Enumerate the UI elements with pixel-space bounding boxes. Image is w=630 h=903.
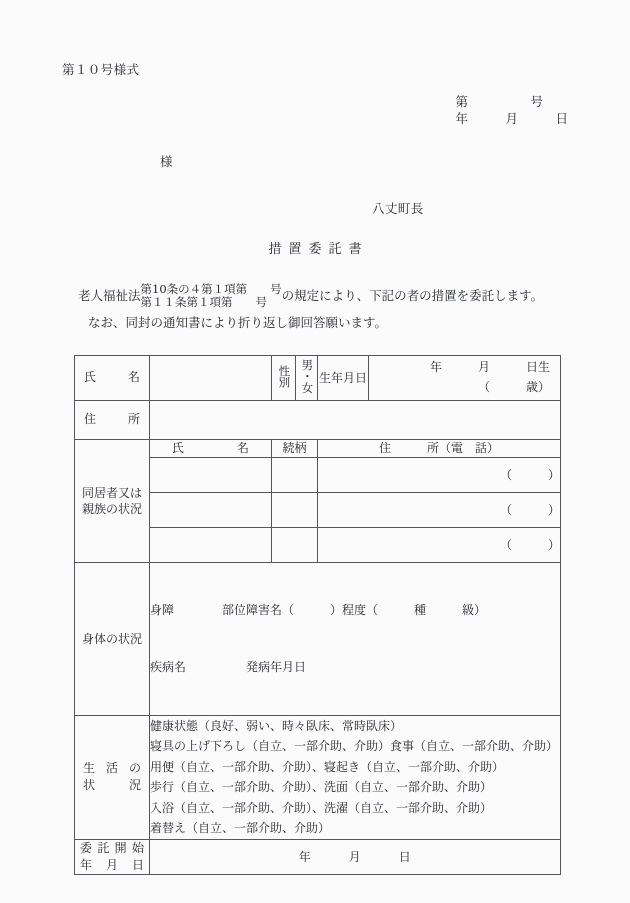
addressee-line: 様 [160, 154, 173, 169]
life-label-cell [75, 715, 150, 839]
birthdate-value-line1: 年 月 日生 [429, 359, 550, 374]
birthdate-value-line2: （ 歳） [477, 379, 550, 394]
relatives-label-cell [75, 439, 150, 562]
address-label-cell [75, 400, 150, 439]
form-number: 第１０号様式 [62, 62, 140, 77]
life-line-1: 健康状態（良好、弱い、時々臥床、常時臥床） [150, 718, 403, 733]
table-row-start-date [75, 839, 561, 874]
birthdate-label: 生年月日 [318, 370, 367, 385]
physical-label: 身体の状況 [81, 631, 142, 646]
relatives-relation-header: 続柄 [282, 440, 307, 455]
relative-address-cell[interactable]: （ ） [318, 492, 561, 527]
document-date-line: 年 月 日 [455, 111, 568, 126]
relative-relation-cell[interactable] [272, 527, 318, 562]
birthdate-value-cell[interactable] [369, 356, 561, 401]
statement-tail: の規定により、下記の者の措置を委託します。 [281, 288, 544, 303]
statement-block [78, 283, 568, 331]
life-line-3: 用便（自立、一部介助、介助）、寝起き（自立、一部介助、介助） [150, 759, 505, 774]
relative-relation-cell[interactable] [272, 492, 318, 527]
table-row-life [75, 715, 561, 839]
address-value-cell[interactable] [150, 400, 561, 439]
relative-address-cell[interactable]: （ ） [318, 527, 561, 562]
life-label-line2: 状況 [83, 778, 141, 792]
table-row-relatives-header [75, 439, 561, 457]
issuer-name: 八丈町長 [372, 201, 424, 216]
gender-options-cell[interactable] [296, 356, 318, 401]
physical-line-2: 疾病名 発病年月日 [150, 659, 307, 674]
relatives-relation-header-cell [272, 439, 318, 457]
address-label: 住所 [84, 412, 140, 426]
life-line-2: 寝具の上げ下ろし（自立、一部介助、介助）食事（自立、一部介助、介助） [150, 739, 559, 753]
start-date-label-cell [75, 839, 150, 874]
page-title: 措置委託書 [268, 242, 369, 257]
relative-relation-cell[interactable] [272, 457, 318, 492]
life-line-5: 入浴（自立、一部介助、介助）、洗濯（自立、一部介助、介助） [150, 800, 493, 815]
table-row-physical [75, 562, 561, 715]
clause-line-1: 第10条の４第１項第 号 [140, 282, 282, 296]
clause-stack [141, 283, 282, 309]
gender-label: 性別 [277, 364, 292, 388]
law-name: 老人福祉法 [78, 288, 141, 303]
commission-form-table [74, 355, 561, 875]
relative-name-cell[interactable] [150, 457, 272, 492]
name-value-cell[interactable] [150, 356, 272, 401]
start-date-label-line2: 年月日 [80, 857, 144, 872]
life-label-line1: 生活の [83, 761, 141, 775]
physical-line-1: 身障 部位障害名（ ）程度（ 種 級） [150, 602, 487, 617]
gender-options: 男・女 [300, 359, 315, 394]
physical-label-cell [75, 562, 150, 715]
relatives-label-line2: 親族の状況 [81, 501, 142, 516]
start-date-value-cell[interactable]: 年 月 日 [150, 839, 561, 874]
relatives-address-header: 住 所（電 話） [378, 440, 499, 455]
relative-address-cell[interactable]: （ ） [318, 457, 561, 492]
relatives-name-header: 氏名 [172, 440, 249, 455]
gender-label-cell [272, 356, 296, 401]
name-label: 氏名 [84, 370, 140, 385]
life-value-cell[interactable] [150, 715, 561, 839]
statement-note: なお、同封の通知書により折り返し御回答願います。 [88, 315, 388, 330]
physical-value-cell[interactable] [150, 562, 561, 715]
table-row-name [75, 356, 561, 401]
life-line-6: 着替え（自立、一部介助、介助） [150, 821, 331, 835]
relatives-address-header-cell [318, 439, 561, 457]
relative-name-cell[interactable] [150, 527, 272, 562]
name-label-cell [75, 356, 150, 401]
statement-main-row [78, 283, 568, 309]
clause-line-2: 第１１条第１項第 号 [140, 295, 268, 309]
life-line-4: 歩行（自立、一部介助、介助）、洗面（自立、一部介助、介助） [150, 780, 493, 794]
birthdate-label-cell [318, 356, 369, 401]
relative-name-cell[interactable] [150, 492, 272, 527]
start-date-label-line1: 委託開始 [80, 840, 144, 855]
document-meta [455, 93, 568, 127]
relatives-label-line1: 同居者又は [81, 485, 142, 500]
relatives-name-header-cell [150, 439, 272, 457]
table-row-address [75, 400, 561, 439]
document-number-line: 第 号 [455, 94, 543, 109]
